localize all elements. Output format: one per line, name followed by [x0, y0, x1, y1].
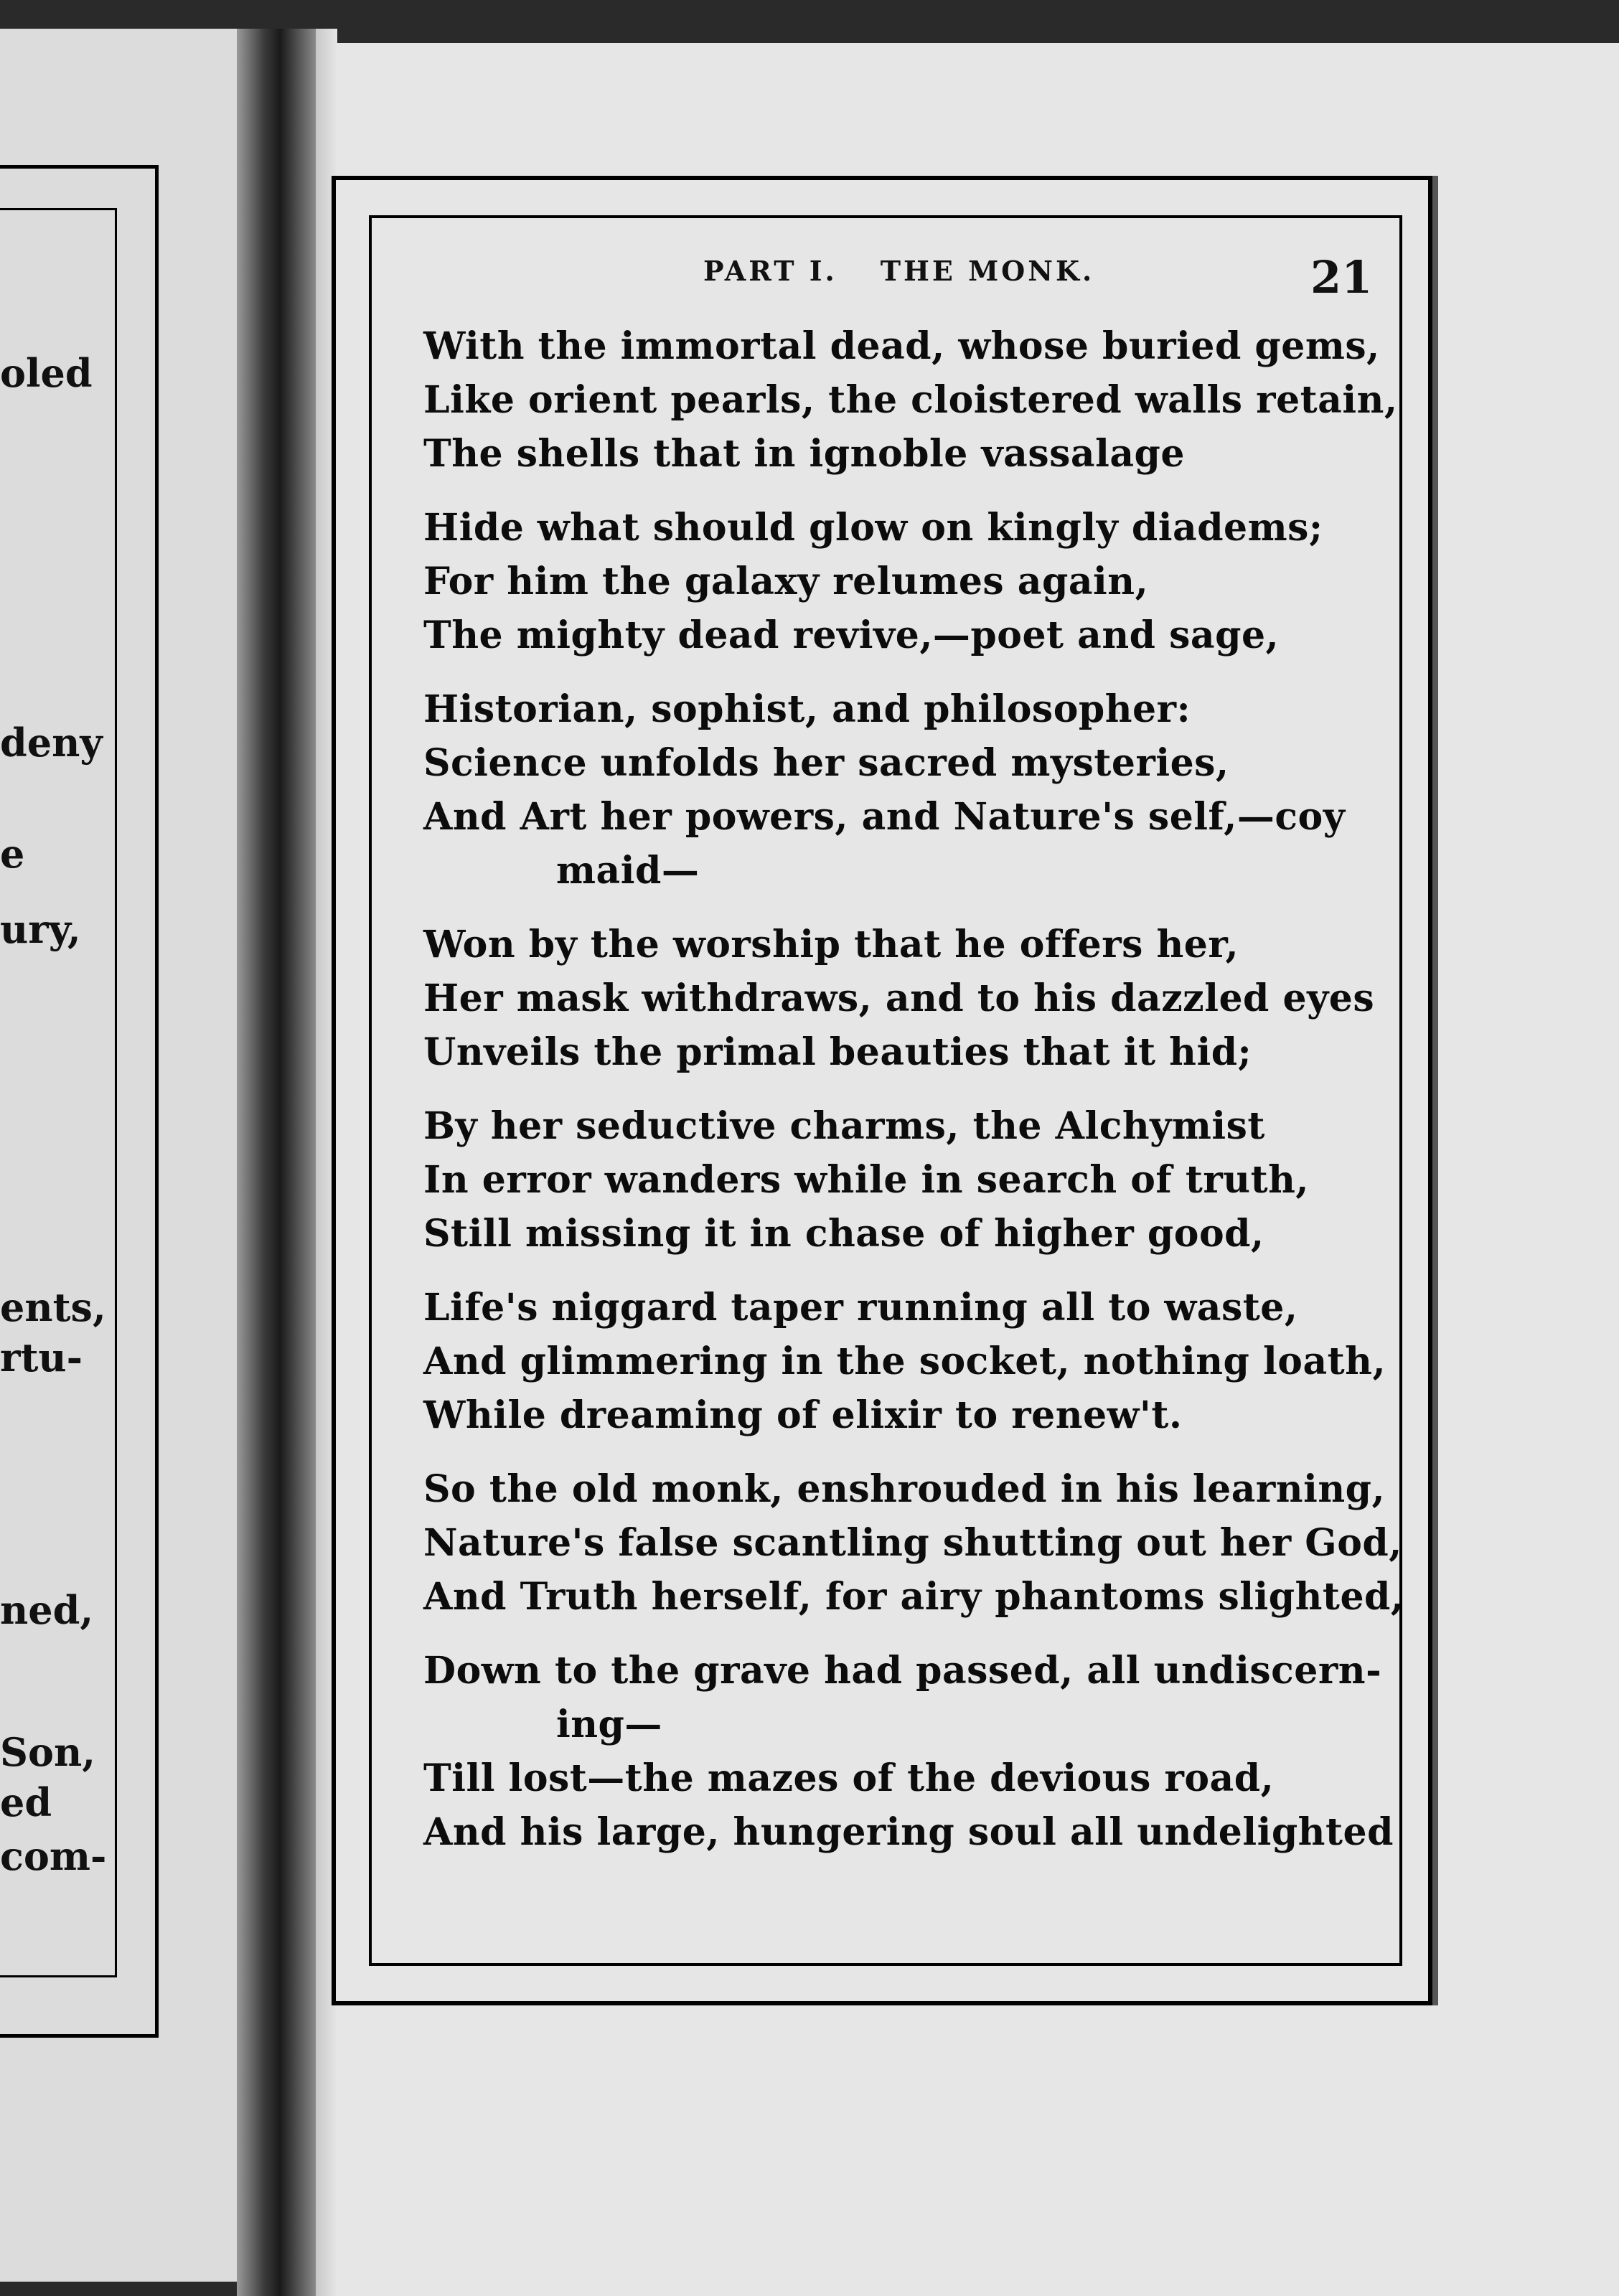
- stanza: [423, 319, 1398, 481]
- poem-line: Life's niggard taper running all to waste,: [423, 1286, 1298, 1330]
- poem-line: Historian, sophist, and philosopher:: [423, 687, 1191, 731]
- stanza: [423, 1462, 1404, 1624]
- poem-line: So the old monk, enshrouded in his learning,: [423, 1467, 1386, 1511]
- left-page-fragment: oled: [0, 350, 93, 396]
- poem-line: Down to the grave had passed, all undiscern-: [423, 1649, 1382, 1693]
- left-page-fragment: rtu-: [0, 1335, 83, 1380]
- left-page-fragment: e: [0, 831, 25, 877]
- poem-line: The mighty dead revive,—poet and sage,: [423, 613, 1280, 657]
- stanza: [423, 1099, 1378, 1261]
- header-part: PART I.: [703, 255, 837, 287]
- left-page-fragment: ned,: [0, 1587, 94, 1633]
- left-page-fragment: ury,: [0, 906, 81, 952]
- poem-line: By her seductive charms, the Alchymist: [423, 1104, 1265, 1148]
- poem-line: And Truth herself, for airy phantoms slighted,: [423, 1575, 1404, 1619]
- running-header: [703, 255, 1094, 287]
- poem-line: And Art her powers, and Nature's self,—coy: [423, 795, 1346, 839]
- poem-line: Her mask withdraws, and to his dazzled eyes: [423, 977, 1375, 1020]
- poem-line: And his large, hungering soul all undelighted: [423, 1810, 1394, 1854]
- poem-line-continuation: maid—: [556, 849, 700, 893]
- stanza: [423, 1281, 1386, 1442]
- poem-line: Still missing it in chase of higher good,: [423, 1212, 1264, 1256]
- poem-line-continuation: ing—: [556, 1703, 662, 1746]
- stanza: [423, 918, 1378, 1079]
- poem-line: Won by the worship that he offers her,: [423, 923, 1239, 966]
- poem-line: The shells that in ignoble vassalage: [423, 432, 1185, 476]
- stanza: [423, 1644, 1394, 1859]
- left-page-fragment: deny: [0, 720, 103, 766]
- poem-line: Till lost—the mazes of the devious road,: [423, 1756, 1275, 1800]
- stanza: [423, 682, 1378, 898]
- poem-body: [423, 319, 1404, 1879]
- left-page-fragment: ed: [0, 1779, 52, 1825]
- poem-line: And glimmering in the socket, nothing loath,: [423, 1340, 1386, 1383]
- book-gutter: [237, 29, 316, 2296]
- poem-line: With the immortal dead, whose buried gems,: [423, 324, 1380, 368]
- poem-line: In error wanders while in search of truth,: [423, 1158, 1310, 1202]
- header-title: THE MONK.: [880, 255, 1095, 287]
- frame-shadow: [1432, 176, 1438, 2005]
- poem-line: Like orient pearls, the cloistered walls retain,: [423, 378, 1398, 422]
- poem-line: For him the galaxy relumes again,: [423, 560, 1149, 603]
- poem-line: Hide what should glow on kingly diadems;: [423, 506, 1323, 550]
- page-number: 21: [1310, 251, 1373, 304]
- left-page-fragment: ents,: [0, 1284, 106, 1330]
- poem-line: Unveils the primal beauties that it hid;: [423, 1030, 1252, 1074]
- left-page-inner-border: [0, 208, 117, 1977]
- left-page-fragment: Son,: [0, 1729, 96, 1775]
- stanza: [423, 501, 1378, 662]
- poem-line: Science unfolds her sacred mysteries,: [423, 741, 1229, 785]
- poem-line: Nature's false scantling shutting out her God,: [423, 1521, 1402, 1565]
- poem-line: While dreaming of elixir to renew't.: [423, 1393, 1183, 1437]
- left-page-fragment: com-: [0, 1833, 107, 1879]
